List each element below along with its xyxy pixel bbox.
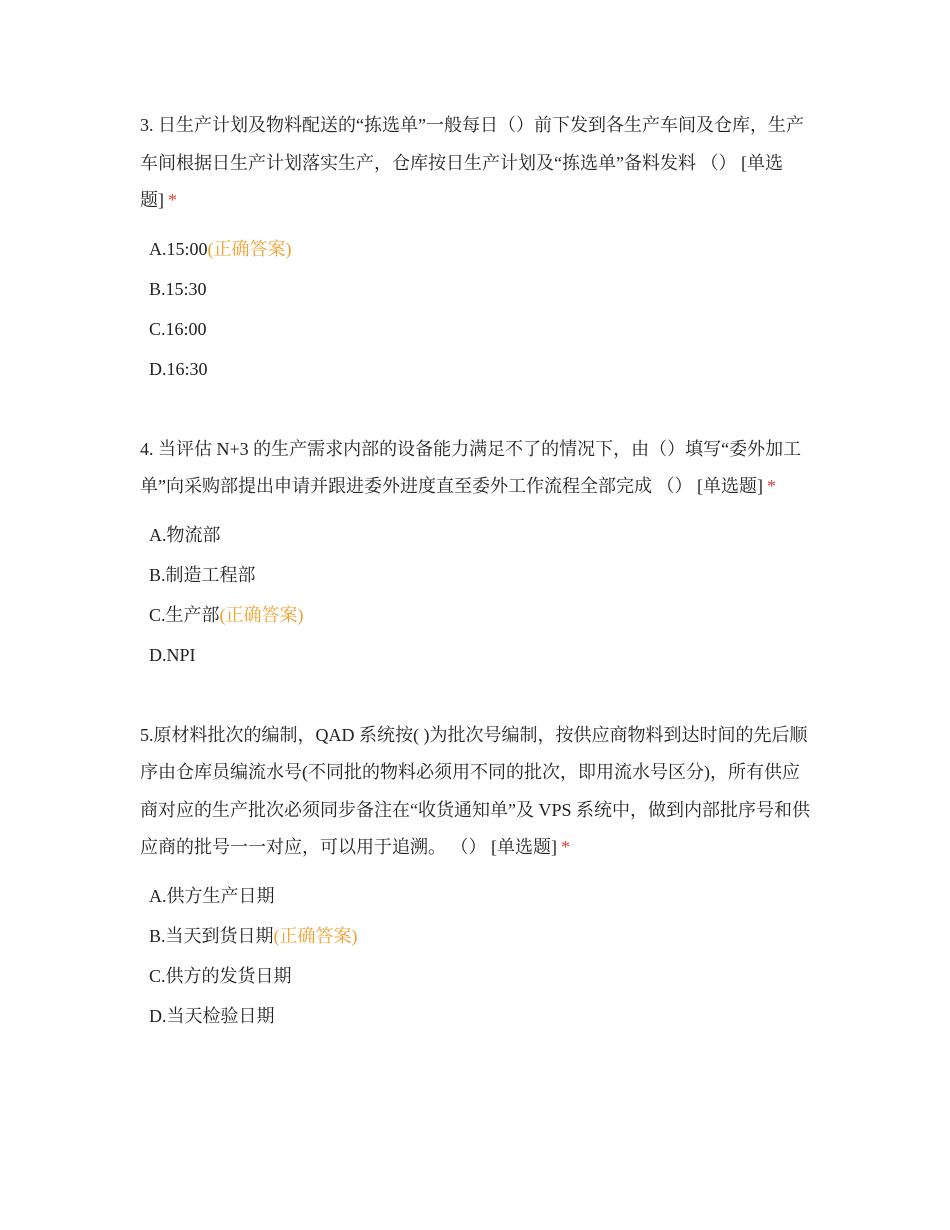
option-list [140,876,812,1036]
option-label: A.15:00 [149,238,208,259]
question-4 [140,431,812,675]
survey-page [140,107,812,1078]
question-text [140,107,812,220]
option-b[interactable] [149,916,812,956]
option-d[interactable] [149,349,812,389]
option-label: D.NPI [149,644,196,665]
question-text [140,717,812,867]
option-c[interactable] [149,595,812,635]
option-d[interactable] [149,635,812,675]
option-list [140,229,812,389]
option-a[interactable] [149,229,812,269]
option-b[interactable] [149,555,812,595]
question-3 [140,107,812,389]
option-label: B.15:30 [149,278,207,299]
option-label: A.物流部 [149,524,221,545]
option-a[interactable] [149,876,812,916]
correct-answer-tag: (正确答案) [219,604,304,625]
option-c[interactable] [149,309,812,349]
option-label: D.16:30 [149,358,208,379]
option-label: B.制造工程部 [149,564,256,585]
option-label: C.供方的发货日期 [149,965,292,986]
question-text [140,431,812,506]
question-5 [140,717,812,1036]
option-b[interactable] [149,269,812,309]
required-mark: * [168,190,177,210]
option-a[interactable] [149,515,812,555]
option-label: C.生产部 [149,604,220,625]
option-label: A.供方生产日期 [149,885,275,906]
option-d[interactable] [149,996,812,1036]
option-c[interactable] [149,956,812,996]
question-4-text: 4. 当评估 N+3 的生产需求内部的设备能力满足不了的情况下，由（）填写“委外加工单”向采购部提出申请并跟进委外进度直至委外工作流程全部完成 （） [单选题] [140,438,802,496]
option-label: B.当天到货日期 [149,925,274,946]
question-5-text: 5.原材料批次的编制，QAD 系统按( )为批次号编制，按供应商物料到达时间的先后顺序由仓库员编流水号(不同批的物料必须用不同的批次，即用流水号区分)，所有供应商对应的生产批次必须同步备注在“收货通知单”及 VPS 系统中，做到内部批序号和供应商的批号一一对应，可以用于追溯。 （） [单选题] [140,724,810,857]
correct-answer-tag: (正确答案) [273,925,358,946]
required-mark: * [561,837,570,857]
option-label: D.当天检验日期 [149,1005,275,1026]
question-3-text: 3. 日生产计划及物料配送的“拣选单”一般每日（）前下发到各生产车间及仓库，生产车间根据日生产计划落实生产，仓库按日生产计划及“拣选单”备料发料 （） [单选题] [140,115,804,210]
option-list [140,515,812,675]
required-mark: * [766,476,776,496]
correct-answer-tag: (正确答案) [207,238,292,259]
option-label: C.16:00 [149,318,207,339]
